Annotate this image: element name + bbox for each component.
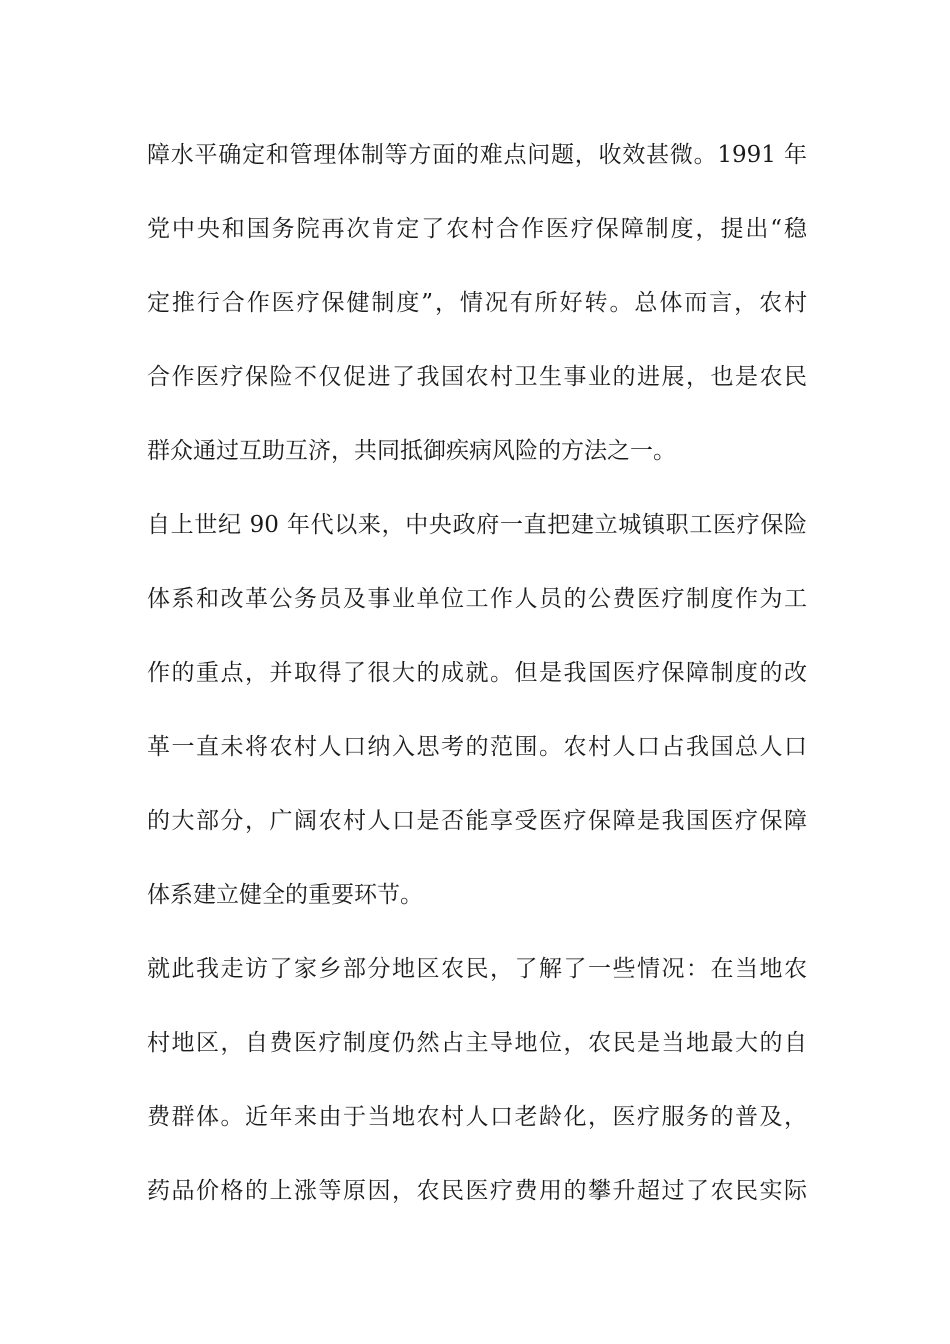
text-line: 党中央和国务院再次肯定了农村合作医疗保障制度，提出“稳 — [147, 216, 807, 242]
text-line: 革一直未将农村人口纳入思考的范围。农村人口占我国总人口 — [147, 734, 807, 760]
text-line: 就此我走访了家乡部分地区农民，了解了一些情况：在当地农 — [147, 956, 807, 982]
text-line: 费群体。近年来由于当地农村人口老龄化，医疗服务的普及， — [147, 1104, 807, 1130]
text-line: 体系建立健全的重要环节。 — [147, 882, 423, 908]
text-line: 作的重点，并取得了很大的成就。但是我国医疗保障制度的改 — [147, 660, 807, 686]
text-line: 的大部分，广阔农村人口是否能享受医疗保障是我国医疗保障 — [147, 808, 807, 834]
text-line: 体系和改革公务员及事业单位工作人员的公费医疗制度作为工 — [147, 586, 807, 612]
text-line: 药品价格的上涨等原因，农民医疗费用的攀升超过了农民实际 — [147, 1178, 807, 1204]
text-line: 合作医疗保险不仅促进了我国农村卫生事业的进展，也是农民 — [147, 364, 807, 390]
text-line: 自上世纪 90 年代以来，中央政府一直把建立城镇职工医疗保险 — [147, 512, 807, 538]
text-line: 障水平确定和管理体制等方面的难点问题，收效甚微。1991 年 — [147, 142, 807, 168]
text-line: 村地区，自费医疗制度仍然占主导地位，农民是当地最大的自 — [147, 1030, 807, 1056]
text-line: 群众通过互助互济，共同抵御疾病风险的方法之一。 — [147, 438, 676, 464]
text-line: 定推行合作医疗保健制度”，情况有所好转。总体而言，农村 — [147, 290, 807, 316]
